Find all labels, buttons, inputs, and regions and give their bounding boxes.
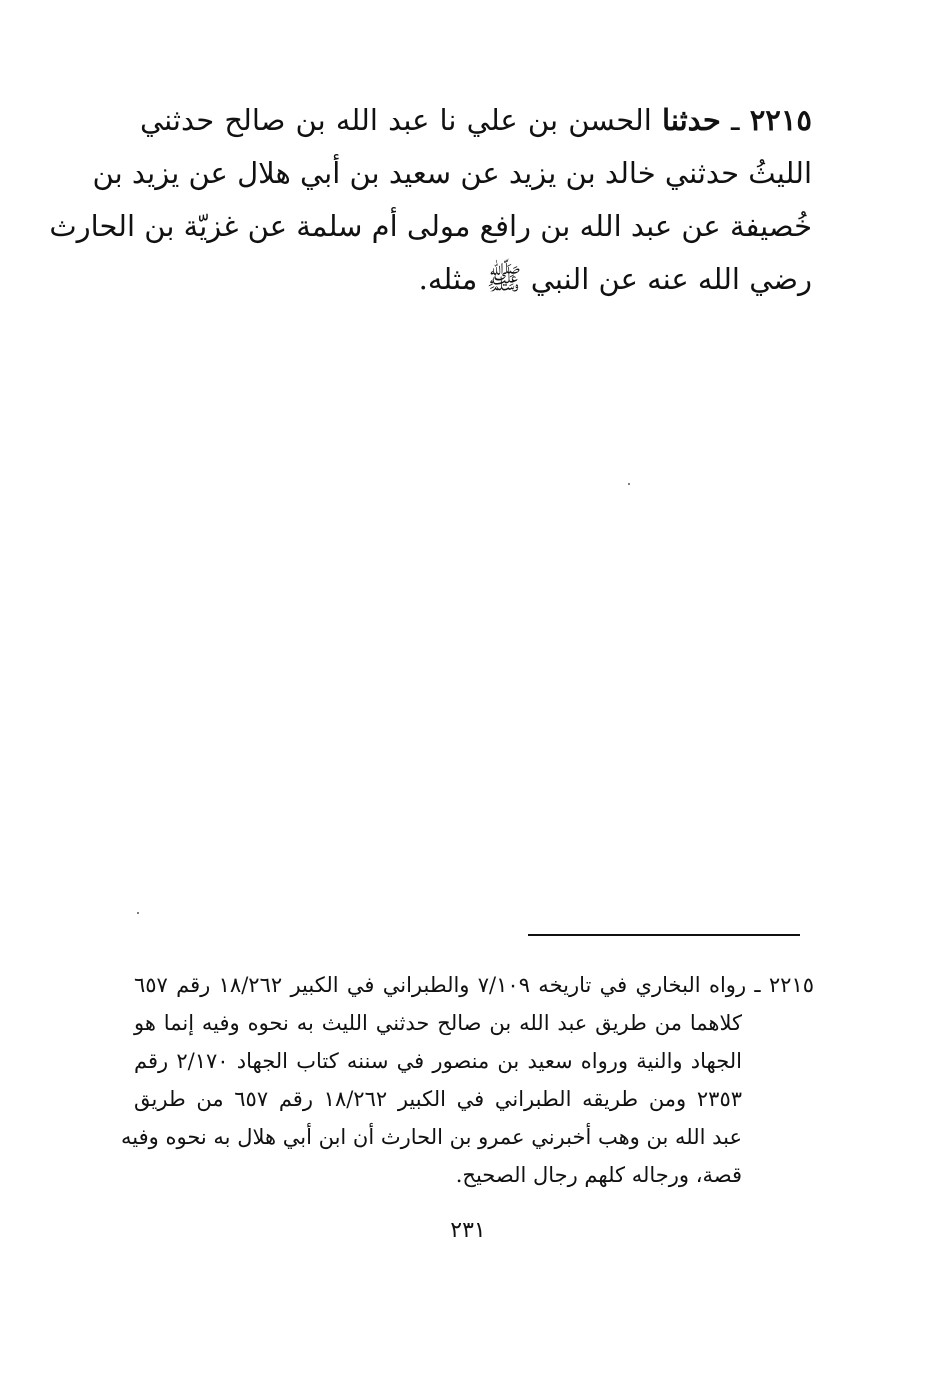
- footnote-line-1: ٢٢١٥ ـ رواه البخاري في تاريخه ٧/١٠٩ والطبراني في الكبير ١٨/٢٦٢ رقم ٦٥٧: [134, 973, 815, 997]
- hadith-separator: ـ: [720, 103, 750, 137]
- hadith-line-2: الليثُ حدثني خالد بن يزيد عن سعيد بن أبي هلال عن يزيد بن: [92, 156, 812, 190]
- hadith-line-1: [140, 94, 812, 147]
- scan-speck: [628, 483, 630, 485]
- footnote-line-5: عبد الله بن وهب أخبرني عمرو بن الحارث أن ابن أبي هلال به نحوه وفيه: [121, 1125, 742, 1149]
- footnote-line-6: قصة، ورجاله كلهم رجال الصحيح.: [455, 1163, 742, 1187]
- footnote-line-4: ٢٣٥٣ ومن طريقه الطبراني في الكبير ١٨/٢٦٢ رقم ٦٥٧ من طريق: [134, 1087, 743, 1111]
- page-number: ٢٣١: [450, 1218, 486, 1243]
- footnote-divider: [528, 934, 800, 936]
- footnote-block: [121, 966, 815, 1194]
- footnote-line-3: الجهاد والنية ورواه سعيد بن منصور في سننه كتاب الجهاد ٢/١٧٠ رقم: [134, 1049, 742, 1073]
- footnote-line-2: كلاهما من طريق عبد الله بن صالح حدثني الليث به نحوه وفيه إنما هو: [134, 1011, 742, 1035]
- hadith-line-3: خُصيفة عن عبد الله بن رافع مولى أم سلمة عن غزيّة بن الحارث: [49, 209, 812, 243]
- hadith-number: ٢٢١٥: [749, 103, 812, 137]
- hadith-opening-word: حدثنا: [662, 103, 721, 137]
- hadith-line-4: رضي الله عنه عن النبي ﷺ مثله.: [418, 262, 812, 296]
- scan-speck: [137, 912, 139, 914]
- hadith-line-1-text: الحسن بن علي نا عبد الله بن صالح حدثني: [140, 103, 662, 137]
- hadith-text: [49, 94, 812, 306]
